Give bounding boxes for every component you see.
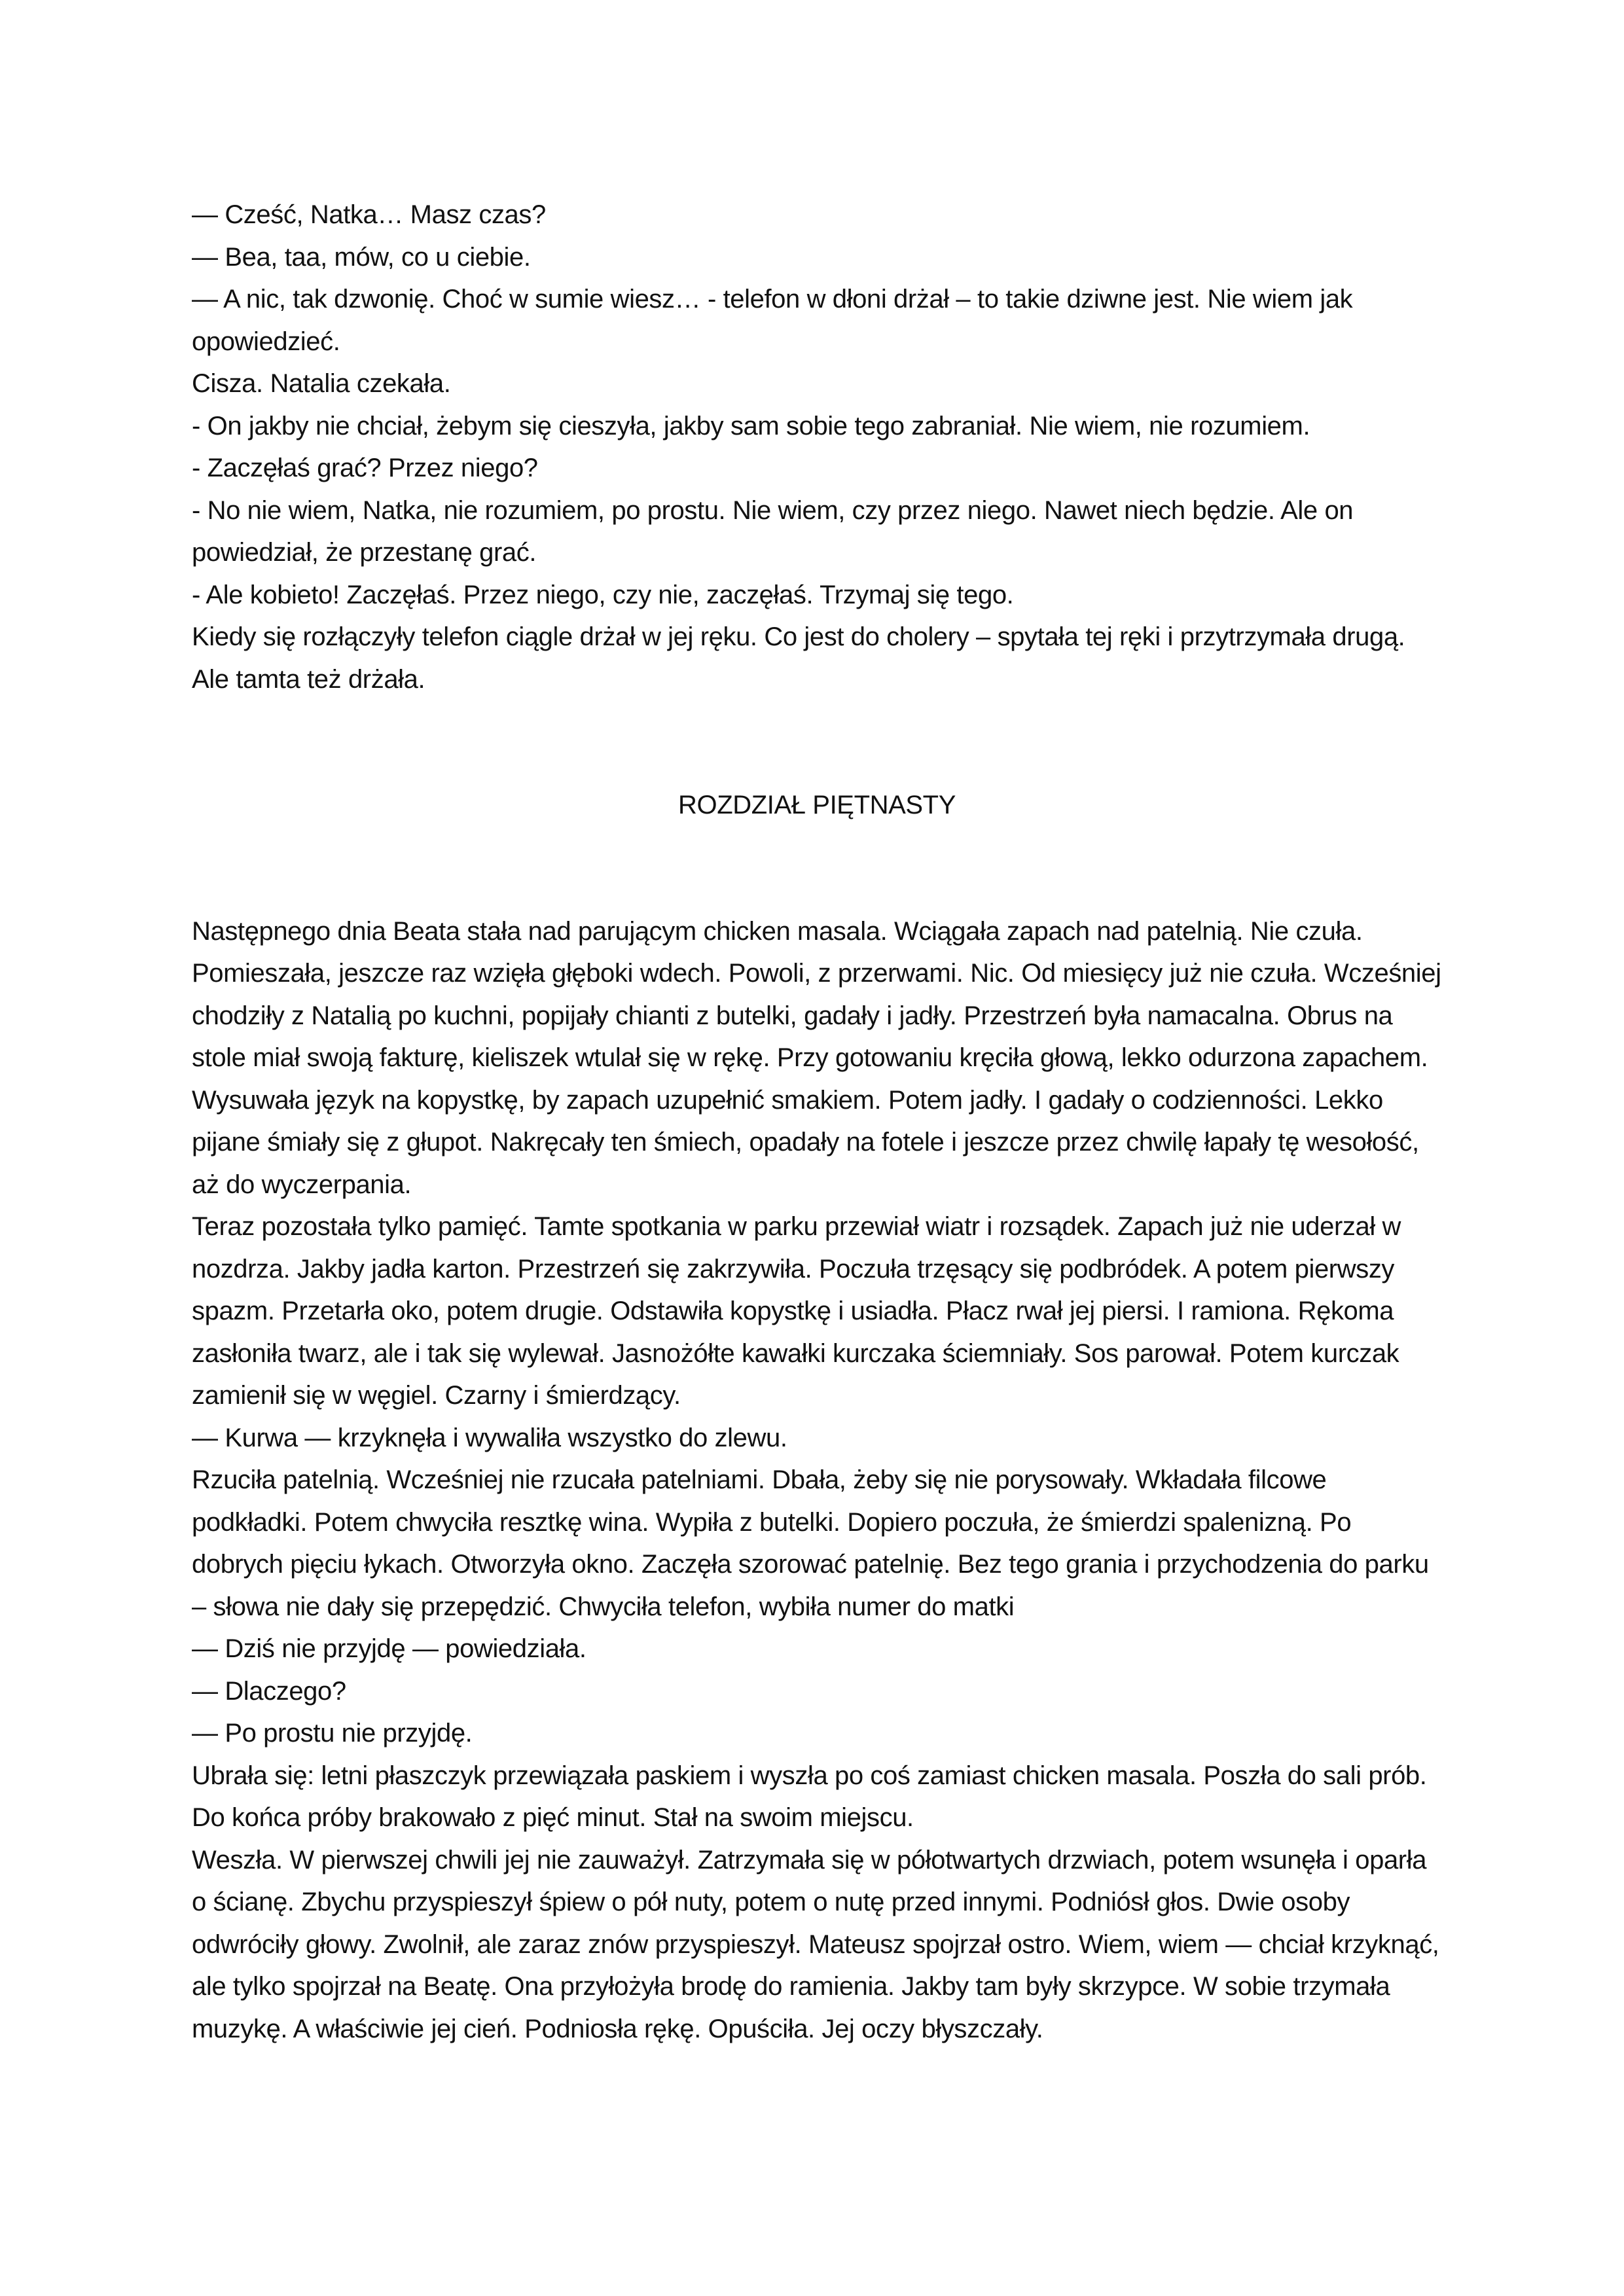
paragraph: — Dziś nie przyjdę — powiedziała.	[192, 1634, 586, 1663]
paragraph: — Kurwa — krzyknęła i wywaliła wszystko do zlewu.	[192, 1423, 787, 1452]
document-page	[192, 194, 1442, 2050]
paragraph: - No nie wiem, Natka, nie rozumiem, po prostu. Nie wiem, czy przez niego. Nawet niech będzie. Ale on powiedział, że przestanę grać.	[192, 495, 1354, 567]
paragraph: - On jakby nie chciał, żebym się cieszyła, jakby sam sobie tego zabraniał. Nie wiem, nie rozumiem.	[192, 411, 1310, 440]
paragraph: - Ale kobieto! Zaczęłaś. Przez niego, czy nie, zaczęłaś. Trzymaj się tego.	[192, 580, 1014, 609]
paragraph: — Cześć, Natka… Masz czas?	[192, 200, 546, 229]
paragraph: Cisza. Natalia czekała.	[192, 369, 451, 398]
section-before-chapter	[192, 194, 1442, 700]
paragraph: Teraz pozostała tylko pamięć. Tamte spotkania w parku przewiał wiatr i rozsądek. Zapach już nie uderzał w nozdrza. Jakby jadła karton. Przestrzeń się zakrzywiła. Poczuła trzęsący się podbródek. A potem pierwszy spazm. Przetarła oko, potem drugie. Odstawiła kopystkę i usiadła. Płacz rwał jej piersi. I ramiona. Rękoma zasłoniła twarz, ale i tak się wylewał. Jasnożółte kawałki kurczaka ściemniały. Sos parował. Potem kurczak zamienił się w węgiel. Czarny i śmierdzący.	[192, 1212, 1401, 1410]
chapter-title: ROZDZIAŁ PIĘTNASTY	[678, 791, 956, 819]
paragraph: Ubrała się: letni płaszczyk przewiązała paskiem i wyszła po coś zamiast chicken masala. Poszła do sali prób.	[192, 1761, 1427, 1790]
paragraph: Kiedy się rozłączyły telefon ciągle drżał w jej ręku. Co jest do cholery – spytała tej ręki i przytrzymała drugą. Ale tamta też drżała.	[192, 622, 1405, 694]
paragraph: — Bea, taa, mów, co u ciebie.	[192, 242, 531, 272]
paragraph: Następnego dnia Beata stała nad parującym chicken masala. Wciągała zapach nad patelnią. Nie czuła. Pomieszała, jeszcze raz wzięła głęboki wdech. Powoli, z przerwami. Nic. Od miesięcy już nie czuła. Wcześniej chodziły z Natalią po kuchni, popijały chianti z butelki, gadały i jadły. Przestrzeń była namacalna. Obrus na stole miał swoją fakturę, kieliszek wtulał się w rękę. Przy gotowaniu kręciła głową, lekko odurzona zapachem. Wysuwała język na kopystkę, by zapach uzupełnić smakiem. Potem jadły. I gadały o codzienności. Lekko pijane śmiały się z głupot. Nakręcały ten śmiech, opadały na fotele i jeszcze przez chwilę łapały tę wesołość, aż do wyczerpania.	[192, 916, 1441, 1199]
paragraph: — A nic, tak dzwonię. Choć w sumie wiesz… - telefon w dłoni drżał – to takie dziwne jest. Nie wiem jak opowiedzieć.	[192, 285, 1353, 356]
paragraph: — Po prostu nie przyjdę.	[192, 1719, 473, 1748]
section-after-chapter	[192, 910, 1442, 2051]
paragraph: Weszła. W pierwszej chwili jej nie zauważył. Zatrzymała się w półotwartych drzwiach, potem wsunęła i oparła o ścianę. Zbychu przyspieszył śpiew o pół nuty, potem o nutę przed innymi. Podniósł głos. Dwie osoby odwróciły głowy. Zwolnił, ale zaraz znów przyspieszył. Mateusz spojrzał ostro. Wiem, wiem — chciał krzyknąć, ale tylko spojrzał na Beatę. Ona przyłożyła brodę do ramienia. Jakby tam były skrzypce. W sobie trzymała muzykę. A właściwie jej cień. Podniosła rękę. Opuściła. Jej oczy błyszczały.	[192, 1845, 1439, 2043]
paragraph: — Dlaczego?	[192, 1676, 346, 1706]
paragraph: Do końca próby brakowało z pięć minut. Stał na swoim miejscu.	[192, 1803, 914, 1832]
paragraph: Rzuciła patelnią. Wcześniej nie rzucała patelniami. Dbała, żeby się nie porysowały. Wkładała filcowe podkładki. Potem chwyciła resztkę wina. Wypiła z butelki. Dopiero poczuła, że śmierdzi spalenizną. Po dobrych pięciu łykach. Otworzyła okno. Zaczęła szorować patelnię. Bez tego grania i przychodzenia do parku – słowa nie dały się przepędzić. Chwyciła telefon, wybiła numer do matki	[192, 1465, 1429, 1621]
paragraph: - Zaczęłaś grać? Przez niego?	[192, 454, 538, 482]
